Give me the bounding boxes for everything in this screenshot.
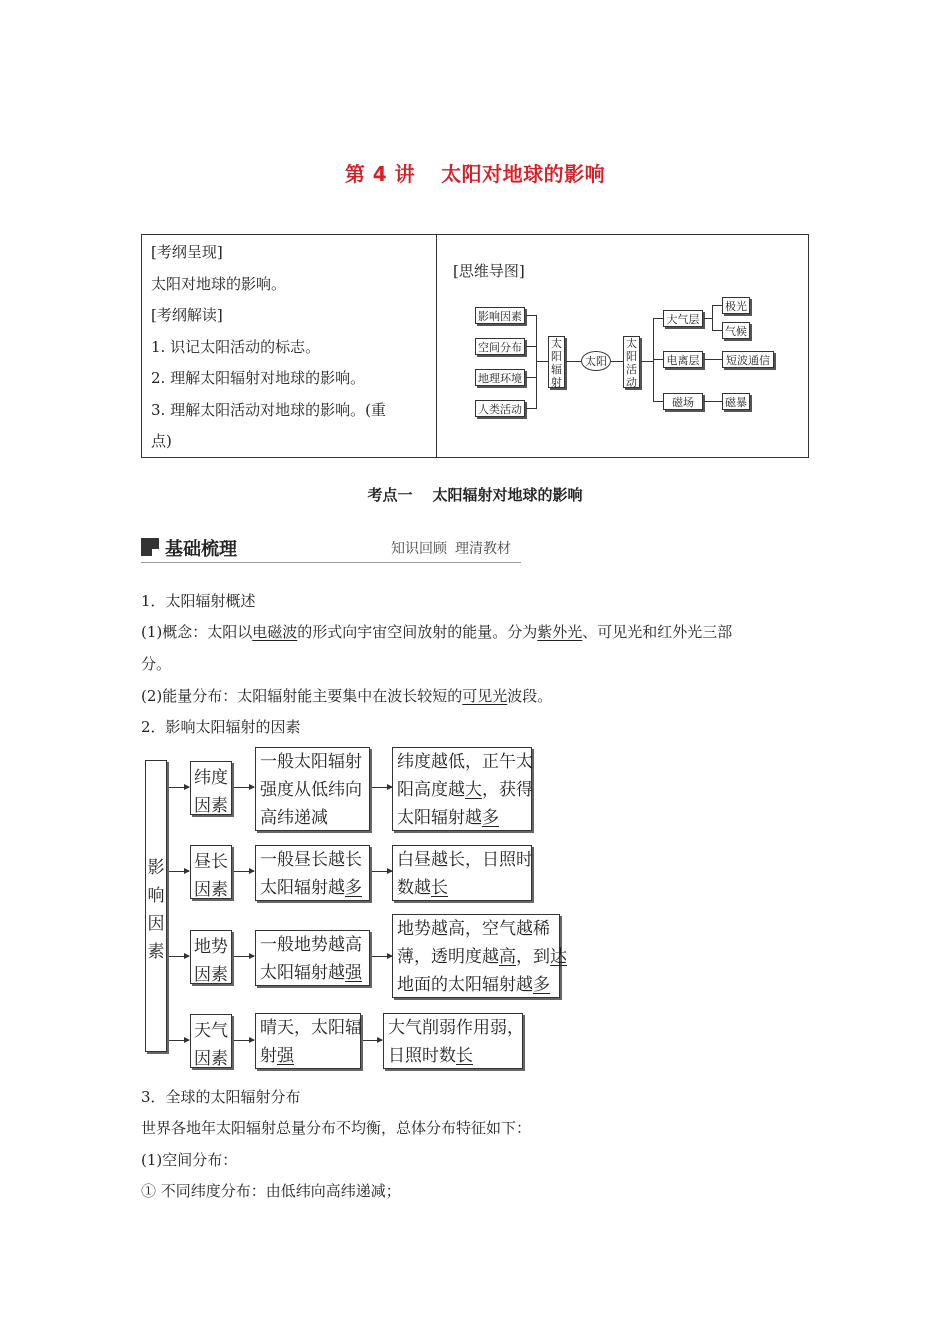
band-rule [141, 562, 521, 563]
arrow [372, 787, 392, 788]
mindmap-node: 人类活动 [475, 400, 525, 417]
band-subtitle-part: 知识回顾 [391, 541, 447, 557]
sec3-paragraph-1: 世界各地年太阳辐射总量分布不均衡，总体分布特征如下： [141, 1119, 532, 1137]
mindmap-char: 动 [626, 376, 637, 389]
connector-line [641, 361, 653, 362]
band-subtitle [391, 538, 511, 558]
connector-line [653, 401, 663, 402]
syllabus-column [151, 237, 431, 458]
arrow [169, 787, 189, 788]
connector-line [526, 315, 536, 316]
mindmap-char: 阳 [551, 350, 562, 363]
connector-line [566, 361, 581, 362]
mindmap-node: 电离层 [663, 351, 703, 368]
mindmap-node-sun: 太阳 [581, 351, 611, 371]
connector-line [536, 315, 537, 409]
connector-line [526, 346, 536, 347]
mindmap-node: 地理环境 [475, 369, 525, 386]
mindmap-char: 阳 [626, 350, 637, 363]
sec2-heading: 2．影响太阳辐射的因素 [141, 718, 301, 736]
sec3-heading: 3．全球的太阳辐射分布 [141, 1088, 301, 1106]
factor-daylength-result: 白昼越长，日照时 数越长 [392, 845, 532, 901]
connector-line [712, 330, 722, 331]
factor-weather: 天气 因素 [190, 1014, 232, 1068]
connector-line [526, 377, 536, 378]
bracket-char: 素 [147, 942, 165, 962]
basics-band [141, 535, 521, 565]
connector-line [704, 401, 722, 402]
outline-table [141, 234, 809, 458]
mindmap-node: 短波通信 [722, 351, 774, 368]
connector-line [704, 318, 712, 319]
arrow [363, 1040, 382, 1041]
arrow [234, 1040, 254, 1041]
connector-line [712, 305, 713, 331]
syllabus-line: 2. 理解太阳辐射对地球的影响。 [151, 369, 366, 387]
arrow [169, 1040, 189, 1041]
sec1-paragraph-1: (1)概念：太阳以电磁波的形式向宇宙空间放射的能量。分为紫外光、可见光和红外光三部 [141, 623, 733, 641]
mindmap-char: 辐 [551, 363, 562, 376]
factor-latitude-rule: 一般太阳辐射 强度从低纬向 高纬递减 [255, 747, 370, 831]
syllabus-line: [考纲解读] [151, 306, 223, 324]
arrow [234, 956, 254, 957]
mindmap-char: 活 [626, 363, 637, 376]
section-heading [0, 484, 950, 505]
connector-line [653, 359, 663, 360]
factor-daylength: 昼长 因素 [190, 845, 232, 899]
mindmap-node: 磁场 [663, 393, 703, 410]
arrow [372, 956, 392, 957]
sec1-paragraph-2: (2)能量分布：太阳辐射能主要集中在波长较短的可见光波段。 [141, 687, 553, 705]
mindmap-node-activity [623, 336, 640, 388]
factor-latitude: 纬度 因素 [190, 761, 232, 815]
mindmap-node: 气候 [722, 322, 750, 339]
mindmap-char: 太 [626, 337, 637, 350]
mindmap-char: 射 [551, 376, 562, 389]
mindmap-node: 大气层 [663, 310, 703, 327]
connector-line [611, 361, 623, 362]
syllabus-line: 1. 识记太阳活动的标志。 [151, 337, 321, 356]
factor-daylength-rule: 一般昼长越长 太阳辐射越多 [255, 845, 370, 901]
arrow [372, 871, 392, 872]
lecture-number: 第 4 讲 [344, 162, 416, 186]
factor-weather-result: 大气削弱作用弱， 日照时数长 [383, 1013, 523, 1069]
sec3-paragraph-2: (1)空间分布： [141, 1151, 238, 1169]
mindmap-node: 空间分布 [475, 338, 525, 355]
mindmap-node: 极光 [722, 297, 750, 314]
connector-line [712, 305, 722, 306]
connector-line [526, 408, 536, 409]
factors-bracket [145, 760, 167, 1052]
table-divider [436, 235, 437, 457]
sec1-heading: 1．太阳辐射概述 [141, 592, 256, 610]
factor-weather-rule: 晴天，太阳辐 射强 [255, 1013, 361, 1069]
section-title: 太阳辐射对地球的影响 [432, 486, 583, 504]
syllabus-line: 太阳对地球的影响。 [151, 274, 287, 293]
mindmap-char: 太 [551, 337, 562, 350]
bracket-char: 影 [147, 858, 165, 878]
square-icon [141, 538, 159, 556]
sec3-paragraph-3: ① 不同纬度分布：由低纬向高纬递减； [141, 1182, 401, 1200]
connector-line [704, 359, 722, 360]
section-number: 考点一 [367, 486, 413, 504]
factor-elevation-result: 地势越高，空气越稀 薄，透明度越高，到达 地面的太阳辐射越多 [392, 914, 560, 998]
lecture-title: 太阳对地球的影响 [441, 162, 606, 186]
arrow [169, 956, 189, 957]
band-label: 基础梳理 [165, 539, 237, 560]
page-title [0, 158, 950, 187]
arrow [234, 871, 254, 872]
bracket-char: 响 [147, 886, 165, 906]
mindmap-label: [思维导图] [453, 262, 525, 280]
syllabus-line: 点) [151, 432, 172, 450]
syllabus-line: 3. 理解太阳活动对地球的影响。(重 [151, 400, 386, 419]
mindmap-node: 磁暴 [722, 393, 750, 410]
factor-elevation-rule: 一般地势越高 太阳辐射越强 [255, 930, 370, 986]
mindmap-node: 影响因素 [475, 307, 525, 324]
factor-elevation: 地势 因素 [190, 930, 232, 984]
factor-latitude-result: 纬度越低，正午太 阳高度越大，获得 太阳辐射越多 [392, 747, 532, 831]
mindmap-node-radiation [548, 336, 565, 388]
arrow [169, 871, 189, 872]
syllabus-line: [考纲呈现] [151, 243, 223, 261]
connector-line [653, 318, 663, 319]
bracket-char: 因 [147, 914, 165, 934]
arrow [234, 787, 254, 788]
sec1-paragraph-1-cont: 分。 [141, 655, 172, 673]
connector-line [536, 361, 548, 362]
band-subtitle-part: 理清教材 [455, 541, 511, 557]
